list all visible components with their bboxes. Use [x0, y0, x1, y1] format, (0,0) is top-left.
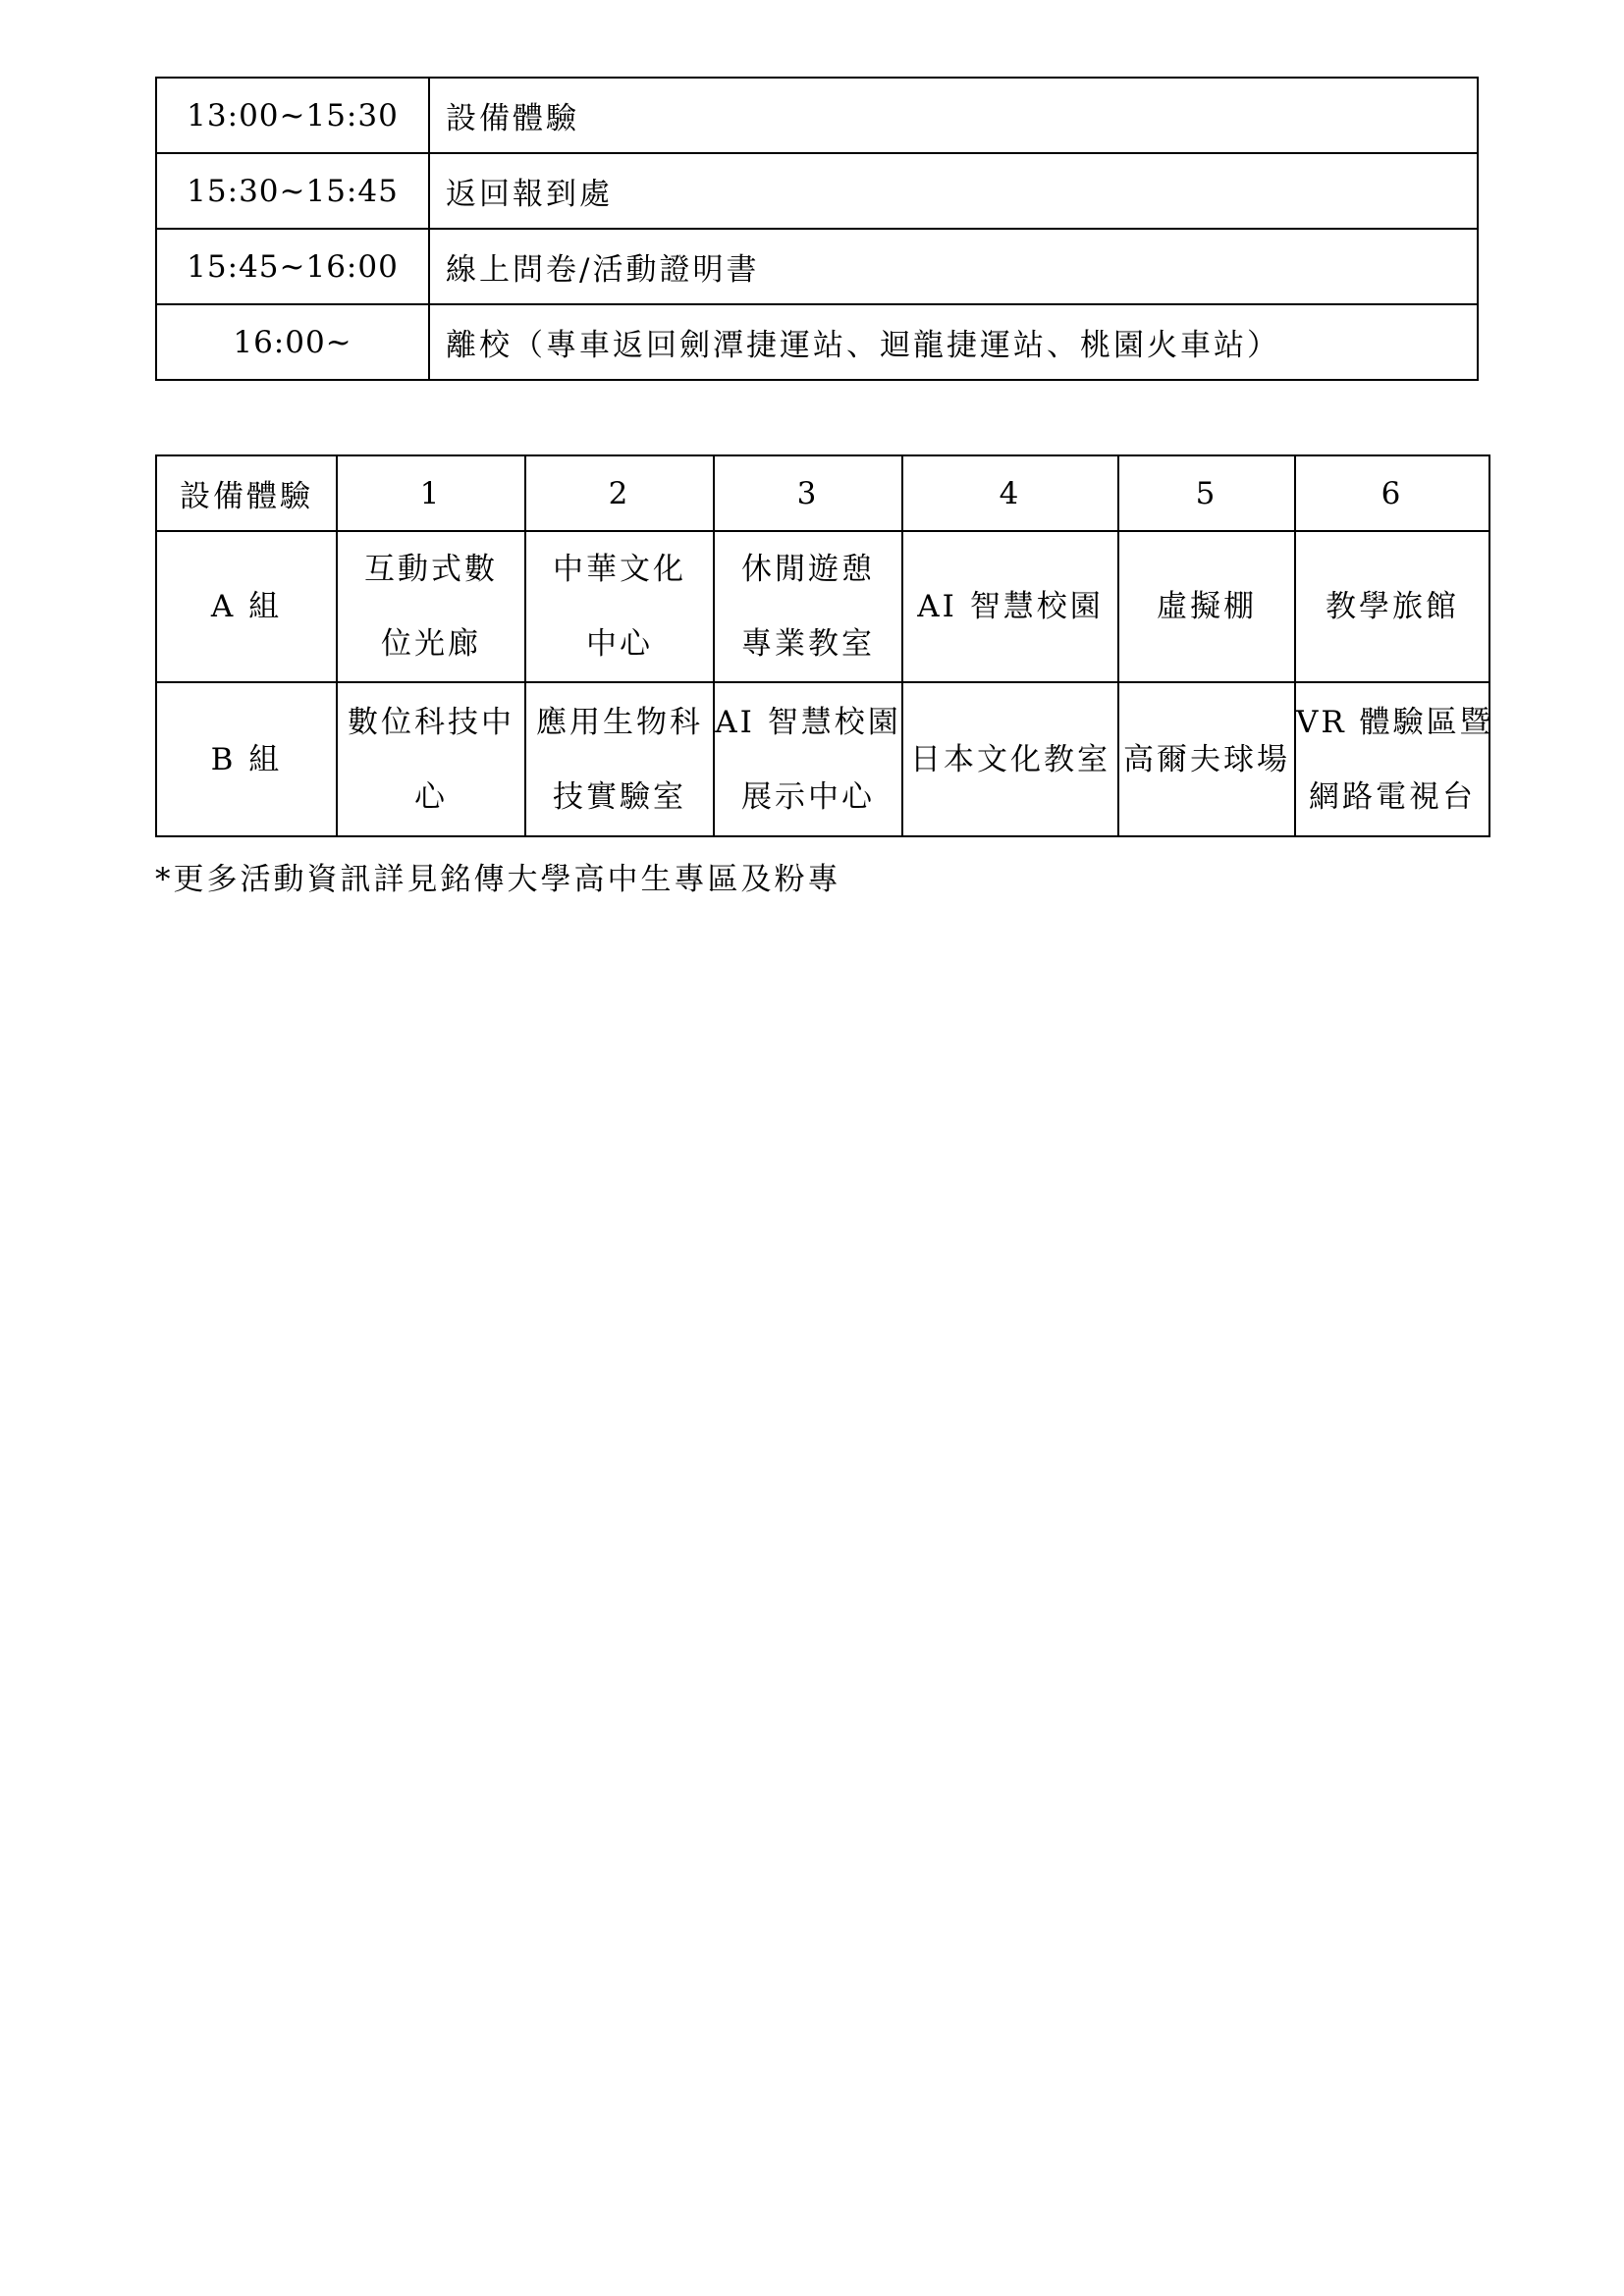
schedule-time: 15:45~16:00 [156, 229, 429, 304]
schedule-time: 13:00~15:30 [156, 78, 429, 153]
schedule-row [156, 153, 1478, 229]
cell-line: 數位科技中 [348, 704, 514, 740]
cell-line: 展示中心 [741, 778, 875, 815]
cell-line: 專業教室 [741, 626, 875, 662]
group-b-row [156, 682, 1489, 836]
group-b-cell [1295, 682, 1493, 836]
equipment-column-header: 1 [337, 455, 525, 531]
equipment-header-label: 設備體驗 [156, 455, 337, 531]
schedule-activity: 離校（專車返回劍潭捷運站、迴龍捷運站、桃園火車站） [429, 304, 1478, 380]
schedule-row [156, 229, 1478, 304]
group-a-label: A 組 [156, 531, 337, 682]
group-b-cell [337, 682, 525, 836]
equipment-column-header: 4 [902, 455, 1118, 531]
equipment-experience-table [155, 454, 1493, 837]
cell-line: 技實驗室 [553, 778, 686, 815]
group-a-row [156, 531, 1489, 682]
group-a-cell [525, 531, 714, 682]
group-b-cell [1118, 682, 1295, 836]
cell-line: 中華文化 [553, 552, 686, 587]
cell-line: 休閒遊憩 [741, 552, 875, 587]
group-b-cell [525, 682, 714, 836]
cell-line: 互動式數 [364, 552, 498, 587]
group-a-cell [714, 531, 902, 682]
equipment-column-header: 5 [1118, 455, 1295, 531]
equipment-column-header: 6 [1295, 455, 1489, 531]
group-b-label: B 組 [156, 682, 337, 836]
schedule-time: 16:00~ [156, 304, 429, 380]
cell-line: VR 體驗區暨 [1296, 704, 1493, 740]
group-b-cell [714, 682, 902, 836]
cell-line: 中心 [586, 626, 653, 662]
equipment-header-row [156, 455, 1489, 531]
schedule-activity: 返回報到處 [429, 153, 1478, 229]
schedule-activity: 線上問卷/活動證明書 [429, 229, 1478, 304]
schedule-activity: 設備體驗 [429, 78, 1478, 153]
cell-line: 日本文化教室 [910, 741, 1110, 777]
schedule-table [155, 77, 1479, 381]
group-a-cell [337, 531, 525, 682]
cell-line: 虛擬棚 [1157, 589, 1257, 624]
cell-line: 心 [414, 778, 448, 815]
schedule-row [156, 78, 1478, 153]
cell-line: 位光廊 [381, 626, 481, 662]
cell-line: 高爾夫球場 [1123, 741, 1290, 777]
schedule-time: 15:30~15:45 [156, 153, 429, 229]
cell-line: AI 智慧校園 [917, 589, 1104, 624]
group-b-cell [902, 682, 1118, 836]
group-a-cell [1295, 531, 1489, 682]
equipment-column-header: 3 [714, 455, 902, 531]
cell-line: AI 智慧校園 [715, 704, 901, 740]
cell-line: 應用生物科 [536, 704, 703, 740]
group-a-cell [1118, 531, 1295, 682]
footnote: *更多活動資訊詳見銘傳大學高中生專區及粉專 [155, 862, 841, 897]
equipment-column-header: 2 [525, 455, 714, 531]
cell-line: 網路電視台 [1309, 778, 1476, 815]
schedule-row [156, 304, 1478, 380]
group-a-cell [902, 531, 1118, 682]
cell-line: 教學旅館 [1326, 589, 1459, 624]
